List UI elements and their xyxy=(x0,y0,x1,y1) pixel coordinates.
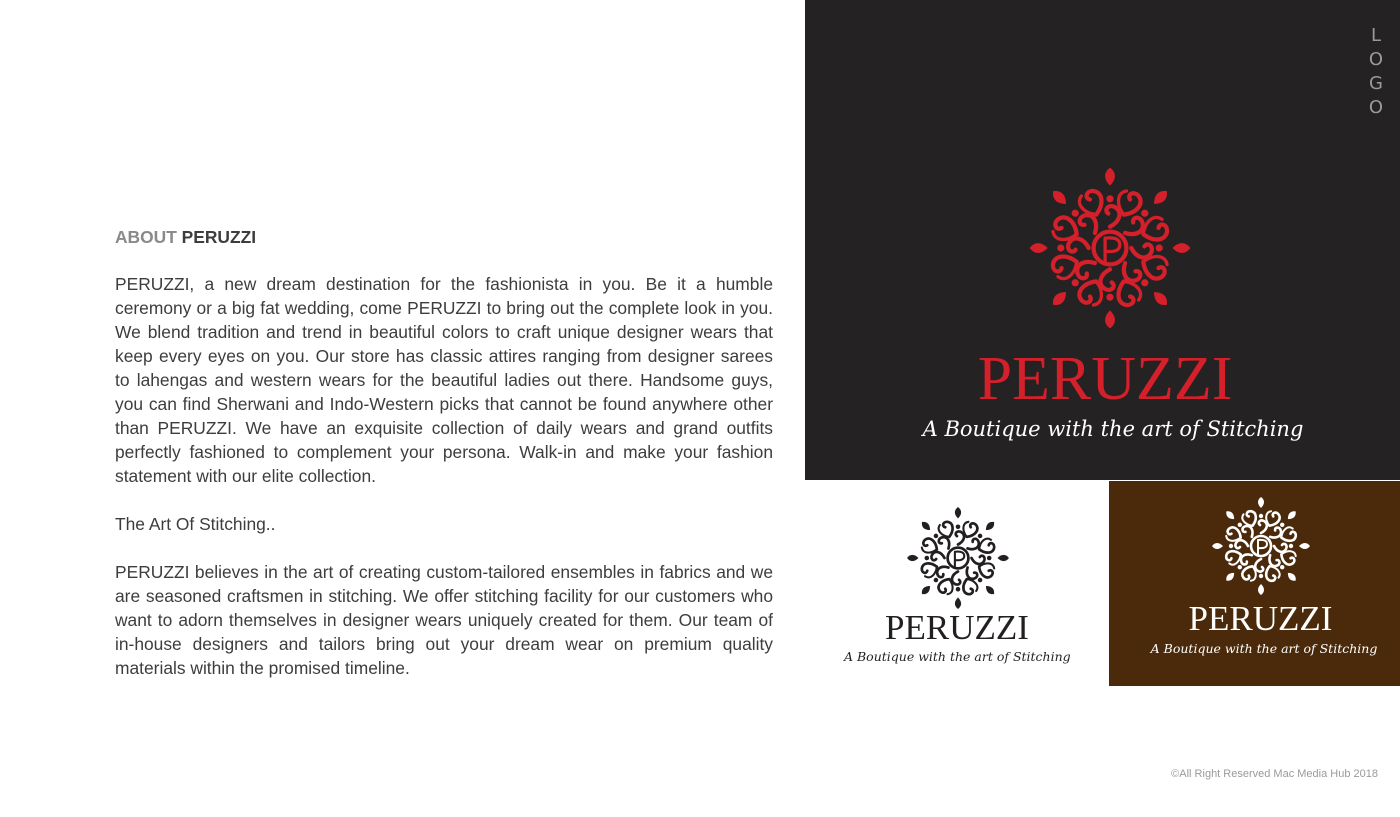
about-heading-prefix: ABOUT xyxy=(115,227,177,247)
about-section xyxy=(115,224,773,704)
mandala-emblem-red xyxy=(1028,166,1192,330)
logo-label: L O G O xyxy=(1368,25,1384,118)
brand-name-dark: PERUZZI xyxy=(885,608,1029,647)
brand-tagline-dark: A Boutique with the art of Stitching xyxy=(844,649,1071,664)
about-paragraph-intro: PERUZZI, a new dream destination for the fashionista in you. Be it a humble ceremony or a big fat wedding, come PERUZZI to bring out the complete look in you. We blend tradition and trend in beautiful colors to craft unique designer wears that keep every eyes on you. Our store has classic attires ranging from designer sarees to lahengas and western wears for the beautiful ladies out there. Handsome guys, you can find Sherwani and Indo-Western picks that cannot be found anywhere other than PERUZZI. We have an exquisite collection of daily wears and grand outfits perfectly fashioned to complement your persona. Walk-in and make your fashion statement with our elite collection. xyxy=(115,274,773,486)
brand-name-white: PERUZZI xyxy=(1188,599,1333,638)
about-paragraph-stitching: PERUZZI believes in the art of creating custom-tailored ensembles in fabrics and we are seasoned craftsmen in stitching. We offer stitching facility for our customers who want to adorn themselves in designer wears uniquely created for them. Our team of in-house designers and tailors bring out your dream wear on premium quality materials within the promised timeline. xyxy=(115,562,773,678)
brand-tagline-light: A Boutique with the art of Stitching xyxy=(922,417,1304,441)
brown-logo-panel xyxy=(1109,481,1400,686)
copyright-footer: ©All Right Reserved Mac Media Hub 2018 xyxy=(1171,768,1378,780)
about-subheading: The Art Of Stitching.. xyxy=(115,514,276,534)
primary-logo-panel xyxy=(805,0,1400,480)
mandala-emblem-white xyxy=(1211,496,1311,596)
about-heading-brand: PERUZZI xyxy=(181,227,257,247)
brand-name-red: PERUZZI xyxy=(977,345,1233,413)
about-heading xyxy=(115,224,773,250)
mandala-emblem-dark xyxy=(906,506,1010,610)
white-logo-variant xyxy=(844,500,1070,680)
brand-tagline-white: A Boutique with the art of Stitching xyxy=(1150,641,1378,656)
